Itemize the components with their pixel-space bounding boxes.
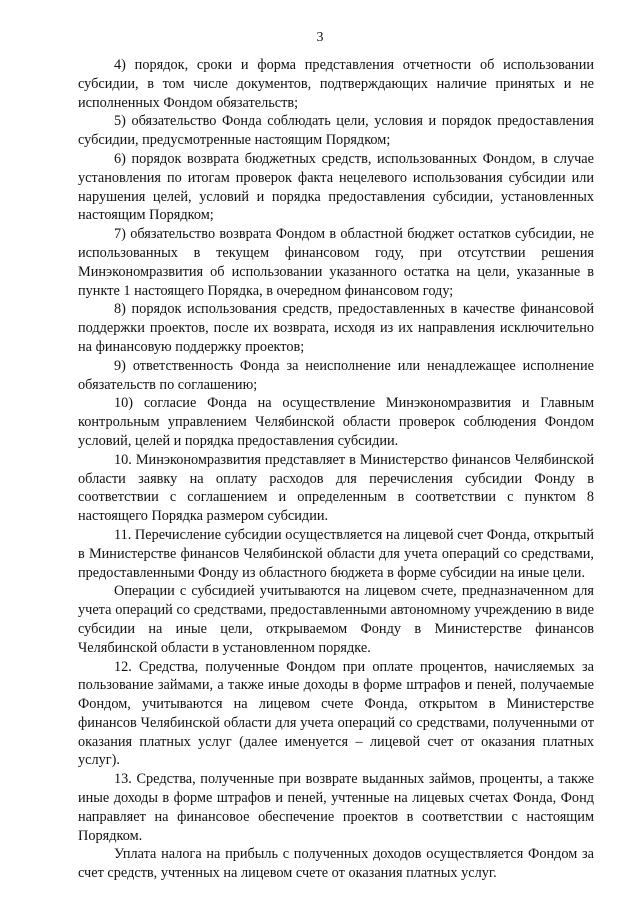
paragraph-5: 5) обязательство Фонда соблюдать цели, условия и порядок предоставления субсидии, предусмотренные настоящим Порядком; <box>78 113 594 149</box>
paragraph-8: 8) порядок использования средств, предоставленных в качестве финансовой поддержки проектов, после их возврата, исходя из их направления исключительно на финансовую поддержку проектов; <box>78 301 594 355</box>
paragraph-4: 4) порядок, сроки и форма представления отчетности об использовании субсидии, в том числе документов, подтверждающих наличие принятых и не исполненных Фондом обязательств; <box>78 57 594 111</box>
paragraph-tax: Уплата налога на прибыль с полученных доходов осуществляется Фондом за счет средств, учтенных на лицевом счете от оказания платных услуг. <box>78 846 594 882</box>
paragraph-12: 12. Средства, полученные Фондом при оплате процентов, начисляемых за пользование займами, а также иные доходы в форме штрафов и пеней, получаемые Фондом, учитываются на лицевом счете Фонда, открытом в Министерстве финансов Челябинской области для учета операций со средствами, полученными от оказания платных услуг (далее именуется – лицевой счет от оказания платных услуг). <box>78 658 594 769</box>
paragraph-13: 13. Средства, полученные при возврате выданных займов, проценты, а также иные доходы в форме штрафов и пеней, учтенные на лицевых счетах Фонда, Фонд направляет на финансовое обеспечение проектов в соответствии с настоящим Порядком. <box>78 771 594 844</box>
paragraph-11: 11. Перечисление субсидии осуществляется на лицевой счет Фонда, открытый в Министерстве финансов Челябинской области для учета операций со средствами, предоставленными Фонду из областного бюджета в форме субсидии на иные цели. <box>78 526 594 581</box>
paragraph-11-operations: Операции с субсидией учитываются на лицевом счете, предназначенном для учета операций со средствами, предоставленными автономному учреждению в виде субсидии на иные цели, открываемом Фонду в Министерстве финансов Челябинской области в установленном порядке. <box>78 583 594 656</box>
paragraph-6: 6) порядок возврата бюджетных средств, использованных Фондом, в случае установления по итогам проверок факта нецелевого использования субсидии или нарушения целей, условий и порядка предоставления субсидии, установленных настоящим Порядком; <box>78 150 594 224</box>
paragraph-7: 7) обязательство возврата Фондом в областной бюджет остатков субсидии, не использованных в текущем финансовом году, при отсутствии решения Минэкономразвития об использовании указанного остатка на цели, указанные в пункте 1 настоящего Порядка, в очередном финансовом году; <box>78 226 594 299</box>
page-number: 3 <box>316 30 324 45</box>
paragraph-9: 9) ответственность Фонда за неисполнение или ненадлежащее исполнение обязательств по соглашению; <box>78 357 594 393</box>
paragraph-10: 10. Минэкономразвития представляет в Министерство финансов Челябинской области заявку на оплату расходов для перечисления субсидии Фонду в соответствии с соглашением и определенным в соответствии с пунктом 8 настоящего Порядка размером субсидии. <box>78 451 594 525</box>
paragraph-10-sub: 10) согласие Фонда на осуществление Минэкономразвития и Главным контрольным управлением Челябинской области проверок соблюдения Фондом условий, целей и порядка предоставления субсидии. <box>78 395 594 449</box>
document-body <box>78 56 594 883</box>
